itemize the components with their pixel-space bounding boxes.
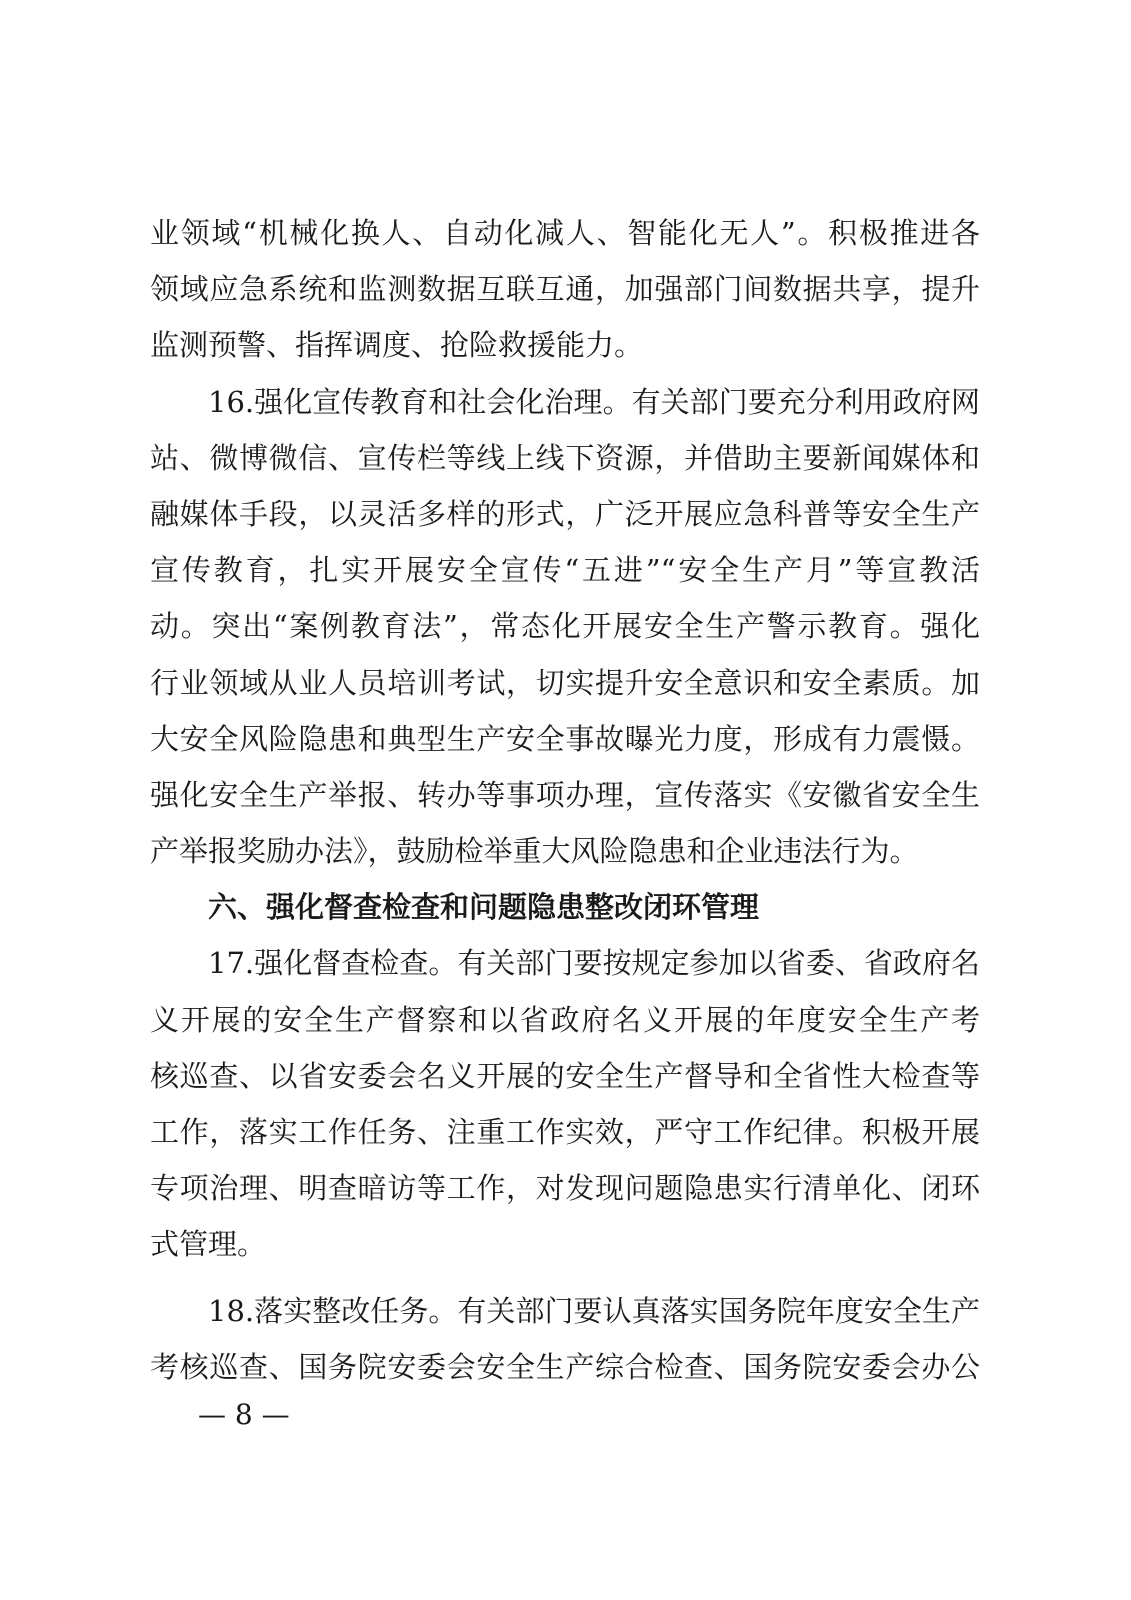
document-body	[150, 205, 980, 1395]
text-line: 业领域“机械化换人、自动化减人、智能化无人”。积极推进各	[150, 216, 980, 250]
paragraph-item-18	[150, 1283, 980, 1395]
paragraph-gap	[150, 1273, 980, 1283]
text-line: 领域应急系统和监测数据互联互通，加强部门间数据共享，提升	[150, 272, 980, 307]
text-line: 式管理。	[150, 1227, 267, 1262]
text-line: 大安全风险隐患和典型生产安全事故曝光力度，形成有力震慑。	[150, 721, 980, 756]
text-line: 宣传教育，扎实开展安全宣传“五进”“安全生产月”等宣教活	[150, 553, 980, 588]
text-line: 行业领域从业人员培训考试，切实提升安全意识和安全素质。加	[150, 665, 980, 700]
text-line: 专项治理、明查暗访等工作，对发现问题隐患实行清单化、闭环	[150, 1171, 980, 1206]
text-line: 核巡查、以省安委会名义开展的安全生产督导和全省性大检查等	[150, 1058, 980, 1093]
text-line: 考核巡查、国务院安委会安全生产综合检查、国务院安委会办公	[150, 1349, 980, 1384]
text-line: 动。突出“案例教育法”，常态化开展安全生产警示教育。强化	[150, 609, 980, 644]
paragraph-continuation	[150, 205, 980, 374]
section-heading: 六、强化督查检查和问题隐患整改闭环管理	[208, 890, 760, 925]
text-line: 工作，落实工作任务、注重工作实效，严守工作纪律。积极开展	[150, 1115, 980, 1149]
text-line: 监测预警、指挥调度、抢险救援能力。	[150, 328, 644, 363]
text-line: 义开展的安全生产督察和以省政府名义开展的年度安全生产考	[150, 1002, 980, 1037]
text-line: 16.强化宣传教育和社会化治理。有关部门要充分利用政府网	[208, 384, 980, 419]
paragraph-item-16	[150, 374, 980, 880]
paragraph-item-17	[150, 935, 980, 1272]
text-line: 站、微博微信、宣传栏等线上线下资源，并借助主要新闻媒体和	[150, 440, 980, 475]
text-line: 强化安全生产举报、转办等事项办理，宣传落实《安徽省安全生	[150, 777, 980, 812]
page-number: — 8 —	[198, 1398, 290, 1431]
text-line: 融媒体手段，以灵活多样的形式，广泛开展应急科普等安全生产	[150, 496, 980, 531]
text-line: 产举报奖励办法》，鼓励检举重大风险隐患和企业违法行为。	[150, 834, 919, 869]
text-line: 18.落实整改任务。有关部门要认真落实国务院年度安全生产	[208, 1293, 980, 1328]
text-line: 17.强化督查检查。有关部门要按规定参加以省委、省政府名	[208, 946, 980, 981]
